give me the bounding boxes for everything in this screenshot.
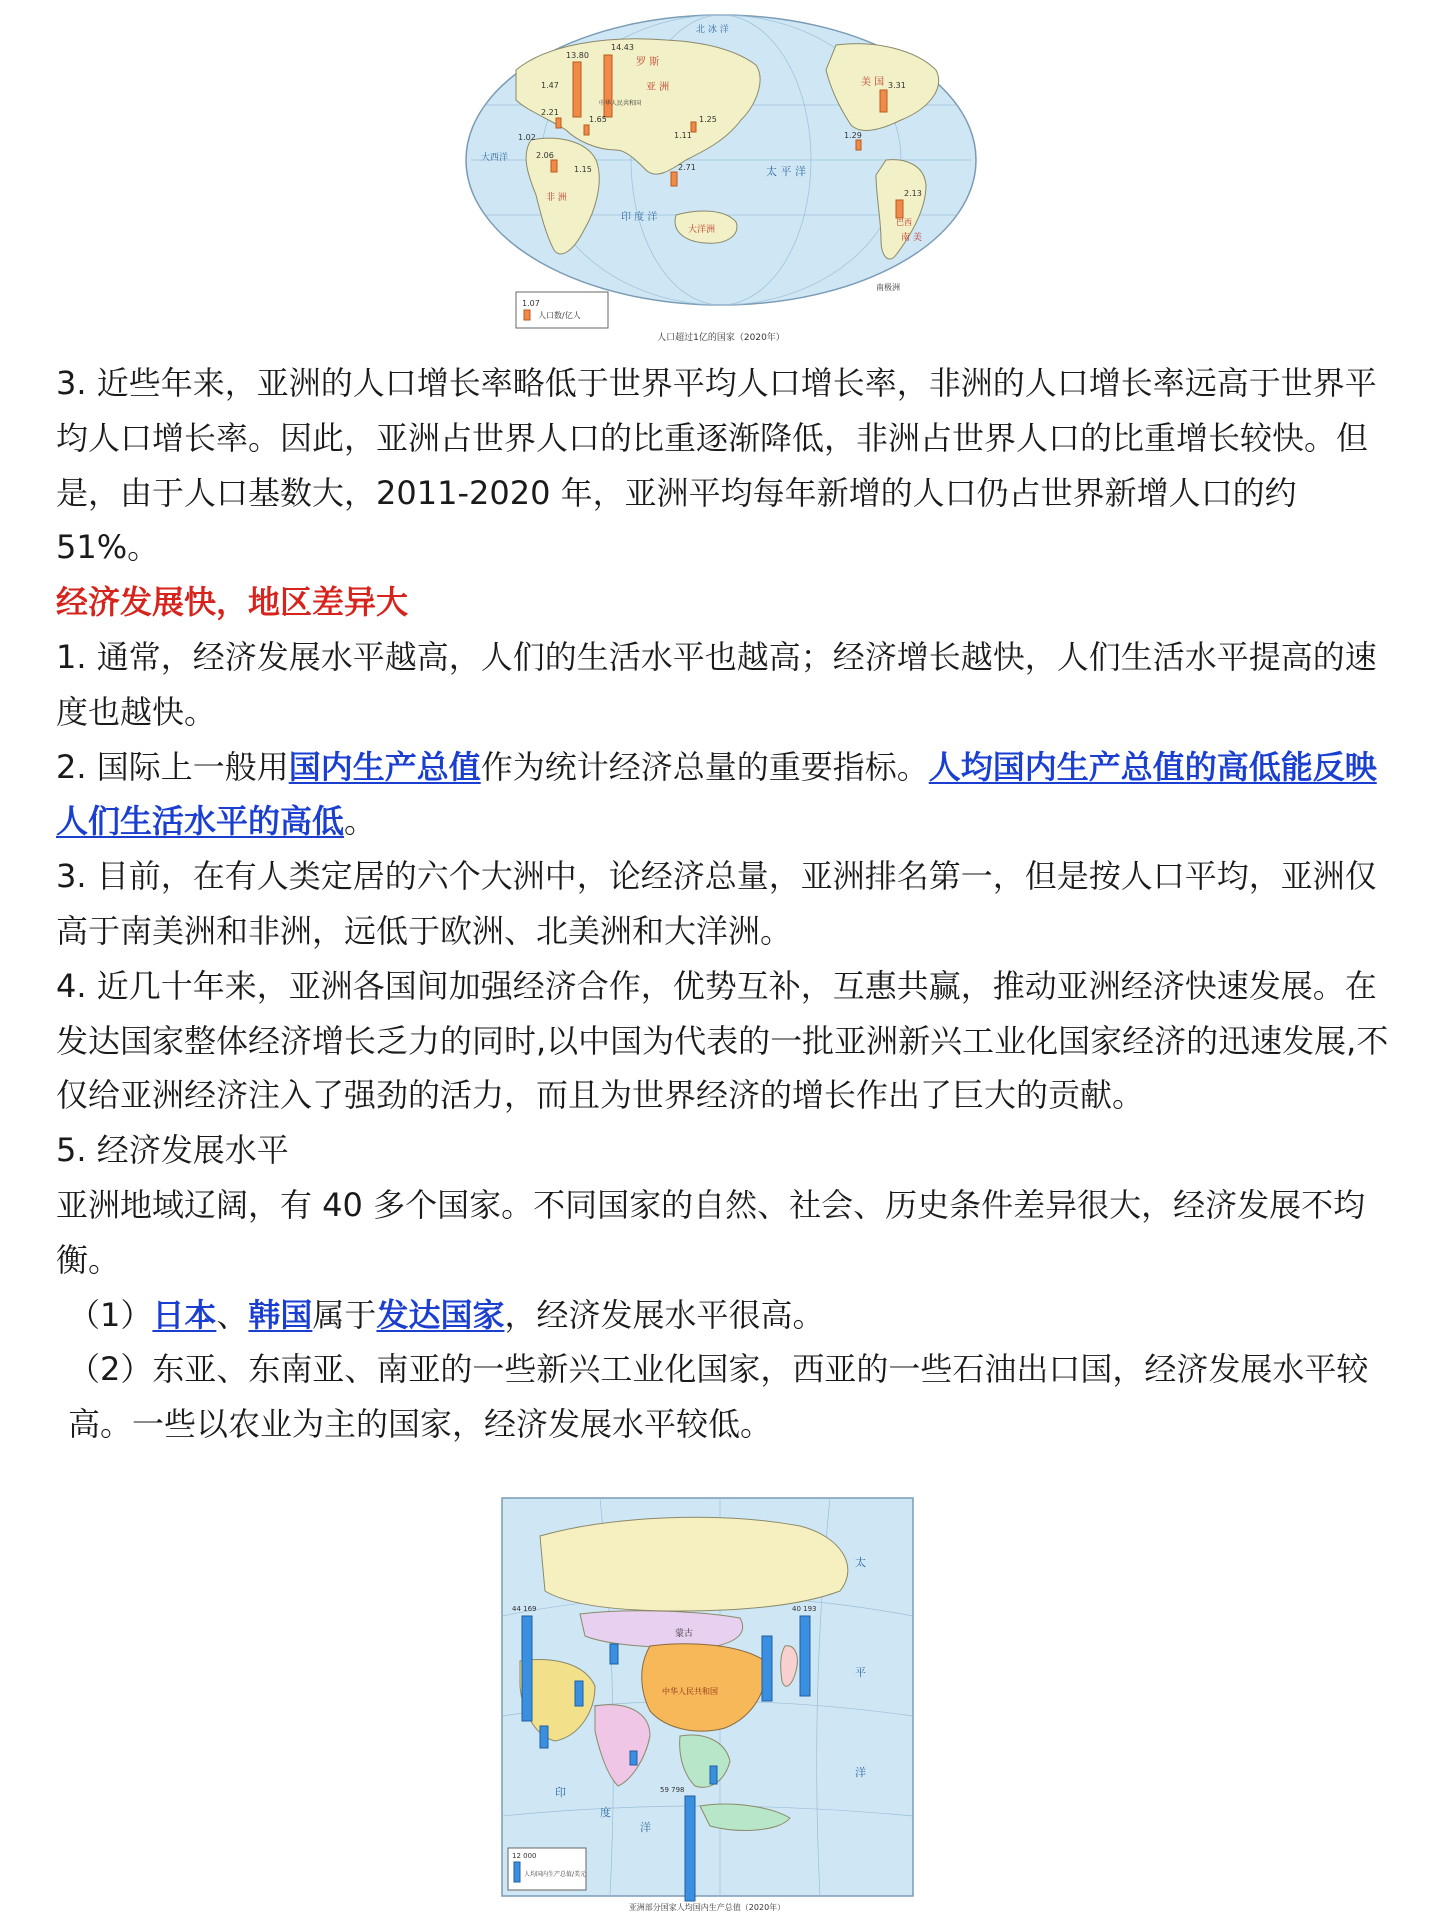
- paragraph-economy-4: 4. 近几十年来，亚洲各国间加强经济合作，优势互补，互惠共赢，推动亚洲经济快速发展。在发达国家整体经济增长乏力的同时,以中国为代表的一批亚洲新兴工业化国家经济的迅速发展,不仅给亚洲经济注入了强劲的活力，而且为世界经济的增长作出了巨大的贡献。: [56, 966, 1389, 1115]
- map1-label-africa: 非 洲: [546, 193, 567, 203]
- bar-singapore: [685, 1796, 695, 1901]
- map1-legend-value: 1.07: [522, 299, 540, 308]
- bar-kazakhstan: [610, 1644, 618, 1664]
- map1-label-arctic-ocean: 北 冰 洋: [696, 25, 729, 35]
- map2-label-israel-value: 44 169: [512, 1605, 537, 1613]
- map2-caption: 亚洲部分国家人均国内生产总值（2020年）: [628, 1903, 786, 1912]
- bar-mexico: [856, 140, 861, 150]
- link-developed-countries[interactable]: 发达国家: [376, 1295, 505, 1334]
- bar-korea: [762, 1636, 772, 1701]
- map1-label-indian-ocean: 印 度 洋: [621, 212, 658, 223]
- map1-label-ethiopia-value: 1.15: [574, 165, 592, 174]
- map1-label-us-value: 3.31: [888, 81, 906, 90]
- map1-label-atlantic: 大西洋: [481, 153, 509, 163]
- map1-label-oceania: 大洋洲: [688, 225, 716, 235]
- bar-india: [573, 62, 581, 117]
- map2-russia: [540, 1517, 848, 1611]
- map1-label-us-name: 美 国: [861, 77, 885, 88]
- map1-label-south-america: 南 美: [901, 233, 922, 243]
- map2-label-mongolia: 蒙古: [675, 1629, 694, 1639]
- map2-label-indian-1: 印: [555, 1786, 566, 1799]
- paragraph-population-3: 3. 近些年来，亚洲的人口增长率略低于世界平均人口增长率，非洲的人口增长率远高于世界平均人口增长率。因此，亚洲占世界人口的比重逐渐降低，非洲占世界人口的比重增长较快。但是，由于人口基数大，2011-2020 年，亚洲平均每年新增的人口仍占世界新增人口的约 51%。: [56, 364, 1377, 567]
- paragraph-sub-1: [56, 1288, 1392, 1343]
- map2-legend-label: 人均国内生产总值/美元: [524, 1871, 587, 1878]
- map1-label-indonesia-value: 2.71: [678, 163, 696, 172]
- paragraph-economy-5-body: 亚洲地域辽阔，有 40 多个国家。不同国家的自然、社会、历史条件差异很大，经济发展不均衡。: [56, 1185, 1366, 1279]
- world-population-map: [456, 10, 986, 350]
- map2-label-pacific-1: 太: [855, 1556, 866, 1569]
- paragraph-economy-2: [56, 740, 1392, 850]
- bar-nigeria: [551, 160, 557, 172]
- article-body: [56, 356, 1392, 1452]
- map2-label-pacific-2: 平: [855, 1666, 866, 1679]
- bar-brazil: [896, 200, 903, 218]
- bar-malaysia: [710, 1766, 717, 1784]
- map1-label-mexico-value: 1.29: [844, 131, 862, 140]
- map1-label-pacific: 太 平 洋: [766, 165, 806, 178]
- map1-label-europe-value: 1.47: [541, 81, 559, 90]
- map1-label-china-name: 中华人民共和国: [599, 100, 642, 107]
- bar-saudi: [540, 1726, 548, 1748]
- map2-label-pacific-3: 洋: [855, 1766, 866, 1779]
- map1-legend-swatch: [524, 310, 530, 320]
- bar-china: [604, 55, 612, 117]
- map1-label-pakistan-value: 2.21: [541, 108, 559, 117]
- section-heading-economy: 经济发展快，地区差异大: [56, 583, 409, 622]
- link-gdp-per-capita[interactable]: 人均国内生产总值的高低能反映人们生活水平的高低: [56, 747, 1377, 841]
- bar-india-gdp: [630, 1751, 637, 1765]
- e2-text-b: 作为统计经济总量的重要指标。: [480, 747, 929, 786]
- s1-separator: 、: [216, 1295, 249, 1334]
- s1-text-b: 属于: [312, 1295, 377, 1334]
- map2-legend-value: 12 000: [512, 1852, 537, 1860]
- map1-label-russia-value: 14.43: [611, 43, 634, 52]
- paragraph-economy-1: 1. 通常，经济发展水平越高，人们的生活水平也越高；经济增长越快，人们生活水平提高的速度也越快。: [56, 637, 1377, 731]
- e2-text-a: 2. 国际上一般用: [56, 747, 289, 786]
- link-japan[interactable]: 日本: [152, 1295, 217, 1334]
- link-gdp[interactable]: 国内生产总值: [288, 747, 481, 786]
- bar-israel: [522, 1616, 532, 1721]
- map1-legend-label: 人口数/亿人: [538, 311, 581, 320]
- link-korea[interactable]: 韩国: [248, 1295, 313, 1334]
- map1-label-brazil-name: 巴西: [896, 218, 912, 227]
- paragraph-sub-2: （2）东亚、东南亚、南亚的一些新兴工业化国家，西亚的一些石油出口国，经济发展水平较高。一些以农业为主的国家，经济发展水平较低。: [68, 1350, 1369, 1444]
- map1-label-japan-value: 1.25: [699, 115, 717, 124]
- map1-label-philippines-value: 1.11: [674, 131, 692, 140]
- map1-label-asia: 亚 洲: [646, 82, 670, 93]
- bar-iran: [575, 1681, 583, 1706]
- bar-pakistan: [556, 118, 561, 128]
- bar-bangladesh: [584, 125, 589, 135]
- map1-label-india-value: 13.80: [566, 51, 589, 60]
- bar-indonesia: [671, 172, 677, 186]
- bar-japan-gdp: [800, 1616, 810, 1696]
- map1-label-brazil-value: 2.13: [904, 189, 922, 198]
- map1-label-russia-name: 罗 斯: [636, 57, 660, 68]
- map1-label-bangladesh-value: 1.65: [589, 115, 607, 124]
- e2-text-c: 。: [344, 802, 377, 841]
- map1-label-nigeria-value: 2.06: [536, 151, 554, 160]
- map2-label-singapore-value: 59 798: [660, 1786, 685, 1794]
- map1-label-egypt-value: 1.02: [518, 133, 536, 142]
- map2-legend-swatch: [514, 1862, 520, 1882]
- map2-label-japan-value: 40 193: [792, 1605, 817, 1613]
- map2-label-china: 中华人民共和国: [662, 1687, 718, 1696]
- asia-gdp-map: [500, 1496, 915, 1916]
- map2-label-indian-3: 洋: [640, 1821, 651, 1834]
- paragraph-economy-5-title: 5. 经济发展水平: [56, 1131, 289, 1170]
- map1-label-antarctica: 南极洲: [876, 283, 900, 292]
- s1-text-a: （1）: [68, 1295, 153, 1334]
- map2-label-indian-2: 度: [600, 1806, 611, 1819]
- map1-caption: 人口超过1亿的国家（2020年）: [657, 333, 785, 343]
- bar-usa: [880, 90, 887, 112]
- paragraph-economy-3: 3. 目前，在有人类定居的六个大洲中，论经济总量，亚洲排名第一，但是按人口平均，亚洲仅高于南美洲和非洲，远低于欧洲、北美洲和大洋洲。: [56, 857, 1377, 950]
- s1-text-c: ，经济发展水平很高。: [504, 1295, 825, 1334]
